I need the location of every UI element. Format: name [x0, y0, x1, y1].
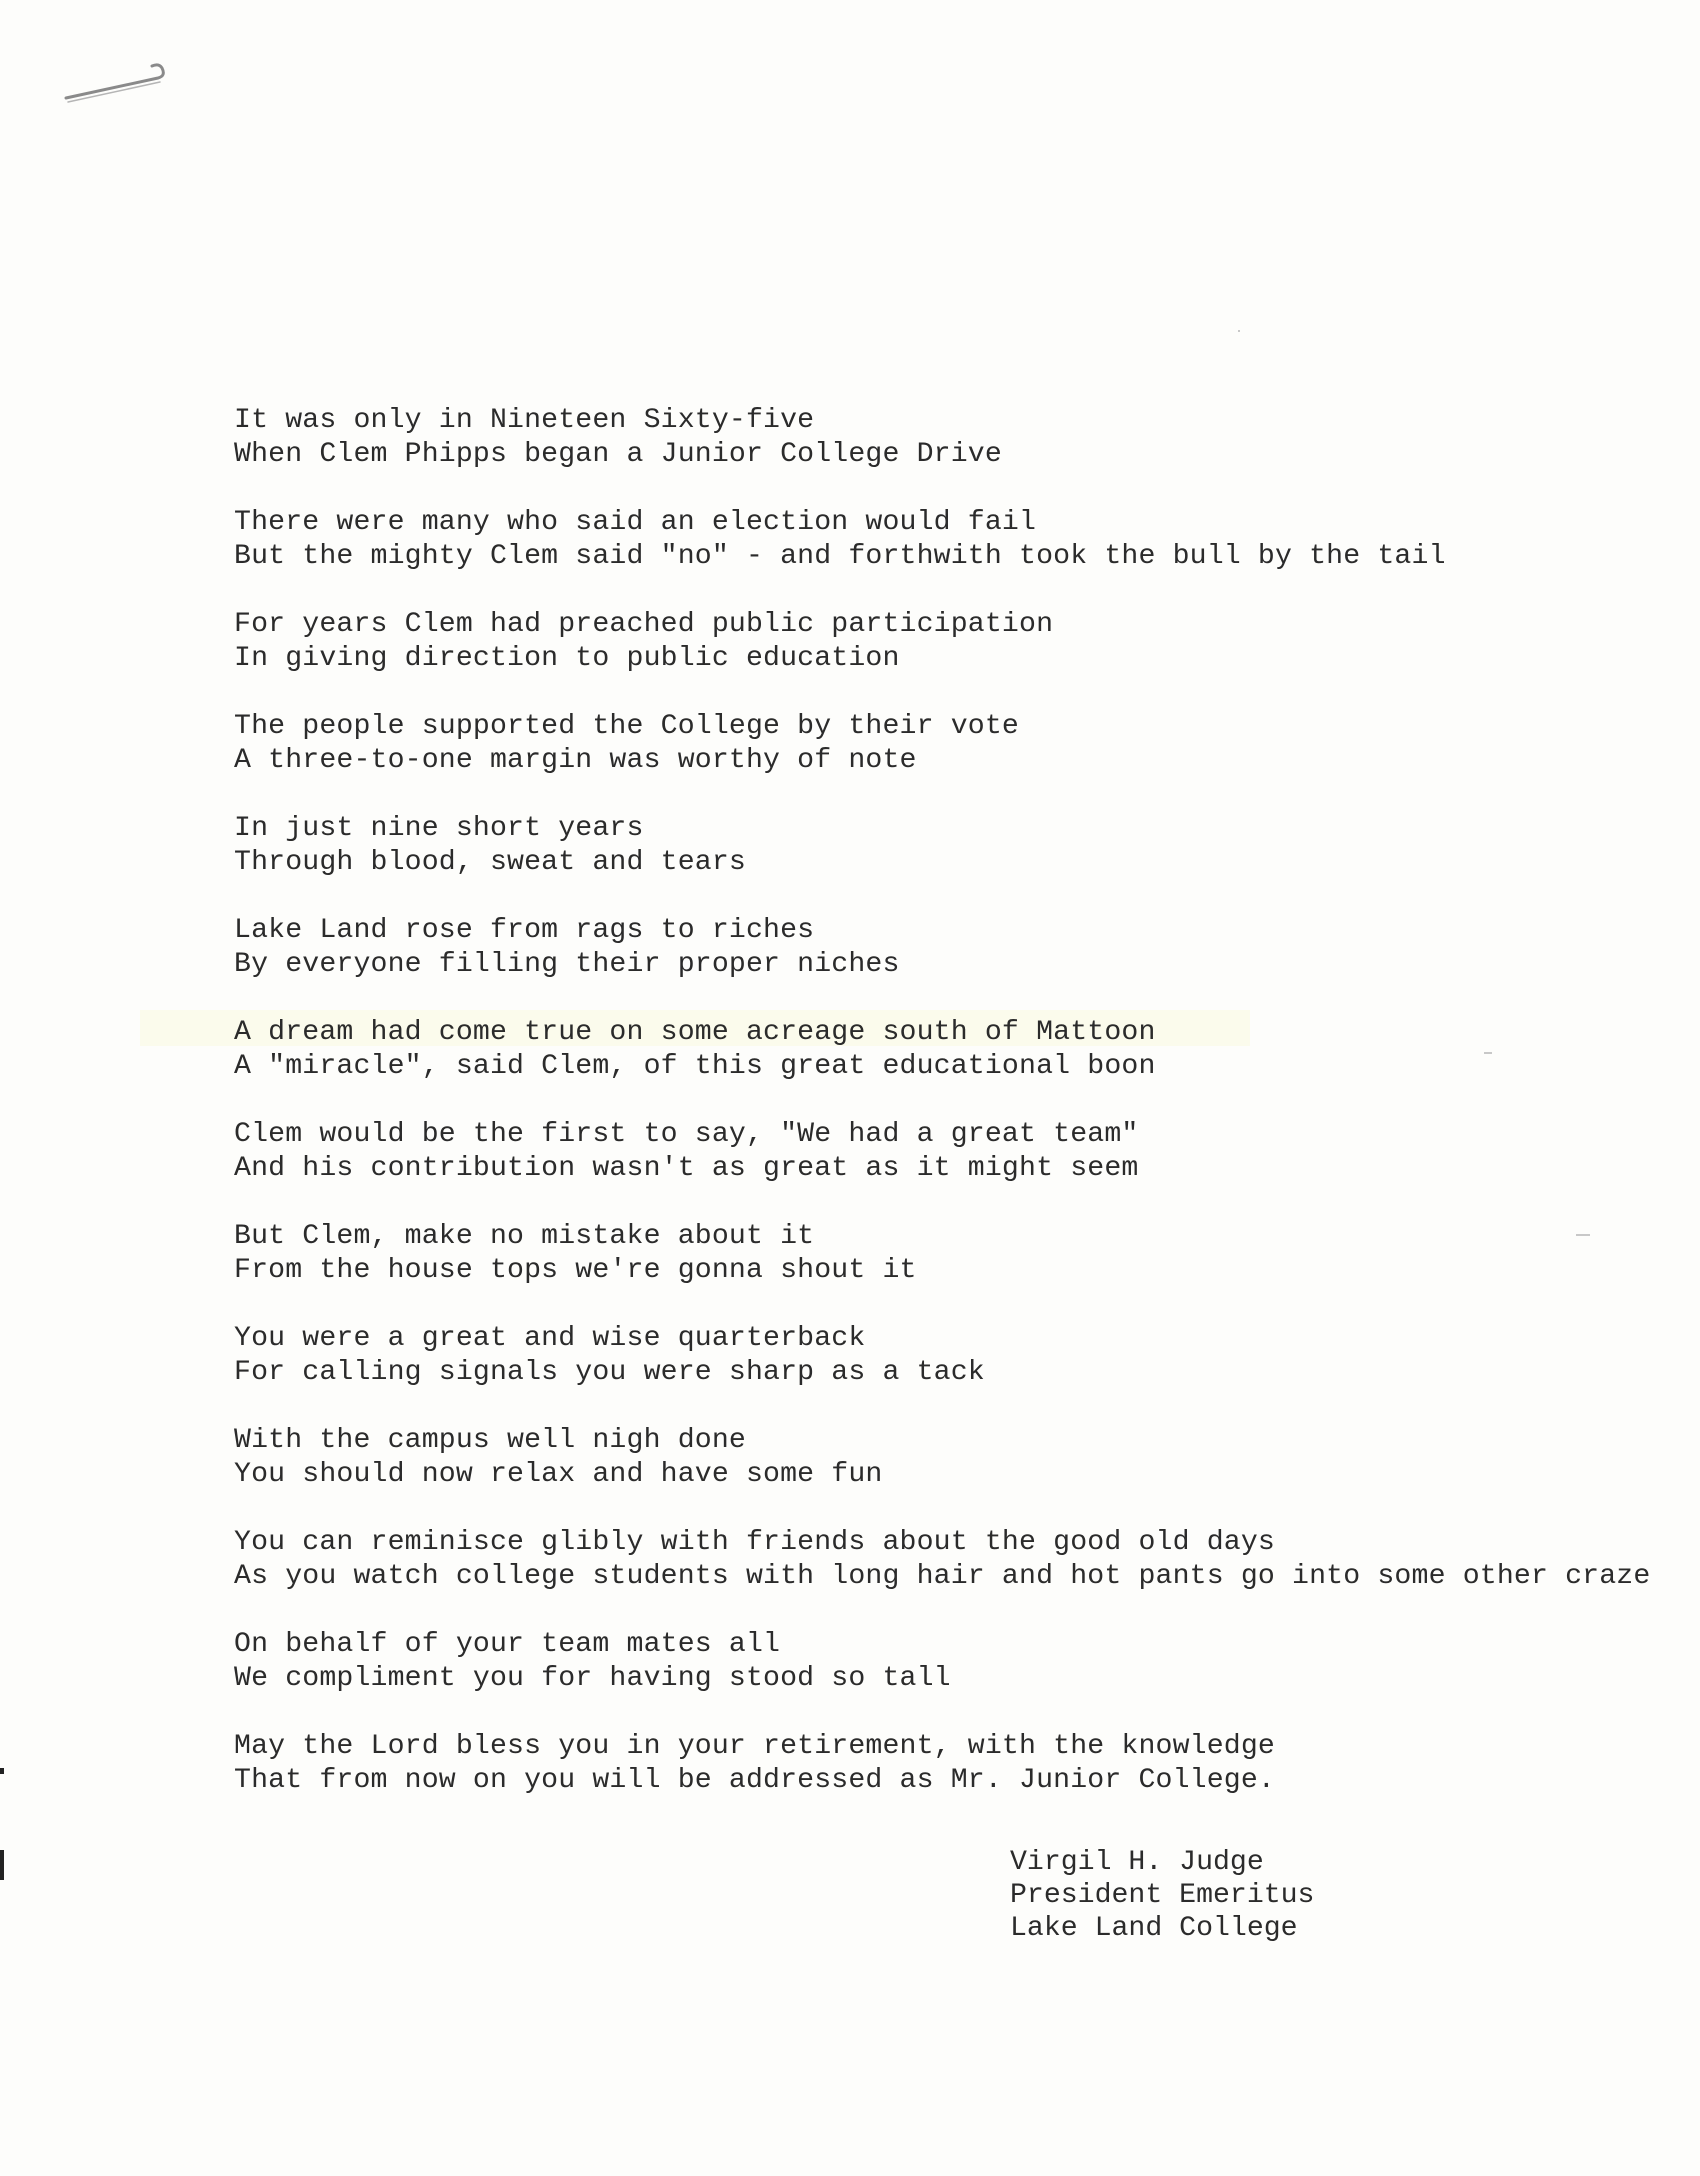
poem-line: There were many who said an election would fail [234, 507, 1037, 538]
poem-line: Clem would be the first to say, "We had a great team" [234, 1119, 1139, 1150]
signature-block [1010, 1846, 1314, 1945]
poem-stanza [234, 1628, 1674, 1696]
poem-line: You should now relax and have some fun [234, 1459, 883, 1490]
poem-line: The people supported the College by their vote [234, 711, 1020, 742]
poem-stanza [234, 608, 1674, 676]
poem-line: By everyone filling their proper niches [234, 949, 900, 980]
poem-line: In just nine short years [234, 813, 644, 844]
poem-line: You can reminisce glibly with friends about the good old days [234, 1527, 1275, 1558]
poem-line: We compliment you for having stood so tall [234, 1663, 951, 1694]
poem-line: On behalf of your team mates all [234, 1629, 781, 1660]
poem-line: For calling signals you were sharp as a tack [234, 1357, 985, 1388]
poem-body [234, 404, 1674, 1832]
poem-line: Through blood, sweat and tears [234, 847, 746, 878]
poem-stanza [234, 1220, 1674, 1288]
poem-line: A dream had come true on some acreage south of Mattoon [234, 1017, 1156, 1048]
signature-name: Virgil H. Judge [1010, 1847, 1264, 1878]
poem-line: A three-to-one margin was worthy of note [234, 745, 917, 776]
poem-line: It was only in Nineteen Sixty-five [234, 405, 815, 436]
poem-stanza [234, 1322, 1674, 1390]
poem-stanza [234, 1118, 1674, 1186]
poem-line: But the mighty Clem said "no" - and forthwith took the bull by the tail [234, 541, 1446, 572]
poem-line: May the Lord bless you in your retirement, with the knowledge [234, 1731, 1275, 1762]
poem-line: When Clem Phipps began a Junior College Drive [234, 439, 1002, 470]
poem-line: In giving direction to public education [234, 643, 900, 674]
poem-stanza [234, 710, 1674, 778]
signature-title: President Emeritus [1010, 1880, 1315, 1911]
poem-stanza [234, 812, 1674, 880]
poem-line: A "miracle", said Clem, of this great educational boon [234, 1051, 1156, 1082]
poem-line: From the house tops we're gonna shout it [234, 1255, 917, 1286]
signature-institution: Lake Land College [1010, 1913, 1298, 1944]
poem-stanza [234, 1016, 1674, 1084]
poem-line: You were a great and wise quarterback [234, 1323, 866, 1354]
poem-stanza [234, 914, 1674, 982]
poem-stanza [234, 1730, 1674, 1798]
poem-line: For years Clem had preached public participation [234, 609, 1054, 640]
poem-stanza [234, 1526, 1674, 1594]
poem-line: That from now on you will be addressed as Mr. Junior College. [234, 1765, 1275, 1796]
paper-speck [1238, 330, 1240, 332]
poem-line: Lake Land rose from rags to riches [234, 915, 815, 946]
poem-line: But Clem, make no mistake about it [234, 1221, 815, 1252]
scan-edge-mark [0, 1850, 4, 1880]
poem-stanza [234, 506, 1674, 574]
poem-stanza [234, 1424, 1674, 1492]
scan-edge-mark [0, 1768, 4, 1774]
staple-icon [62, 58, 172, 108]
poem-stanza [234, 404, 1674, 472]
poem-line: With the campus well nigh done [234, 1425, 746, 1456]
poem-line: As you watch college students with long hair and hot pants go into some other craze [234, 1561, 1651, 1592]
poem-line: And his contribution wasn't as great as it might seem [234, 1153, 1139, 1184]
